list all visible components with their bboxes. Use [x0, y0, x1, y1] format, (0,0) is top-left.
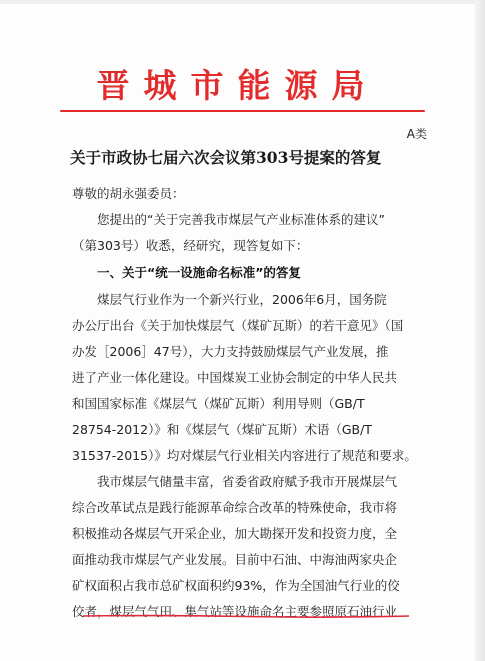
p2-line-2: 综合改革试点是践行能源革命综合改革的特殊使命，我市将 — [72, 500, 398, 515]
letterhead-red-line — [60, 110, 425, 112]
p1-line-3: 办发［2006］47号），大力支持鼓励煤层气产业发展，推 — [72, 344, 389, 359]
p1-line-5: 和国国家标准《煤层气（煤矿瓦斯）利用导则（GB/T — [72, 396, 365, 411]
intro-line-2: （第303号）收悉，经研究，现答复如下： — [72, 238, 309, 253]
p1-line-7: 31537-2015）》均对煤层气行业相关内容进行了规范和要求。 — [72, 448, 417, 463]
document-grade: A类 — [406, 127, 427, 141]
p1-line-2: 办公厅出台《关于加快煤层气（煤矿瓦斯）的若干意见》（国 — [72, 318, 404, 333]
p1-line-6: 28754-2012）》和《煤层气（煤矿瓦斯）术语（GB/T — [72, 422, 372, 437]
p1-line-4: 进了产业一体化建设。中国煤炭工业协会制定的中华人民共 — [72, 370, 398, 385]
p2-line-6: 佼者，煤层气气田、集气站等设施命名主要参照原石油行业 — [72, 604, 398, 619]
p2-line-5: 矿权面积占我市总矿权面积约93%，作为全国油气行业的佼 — [72, 578, 400, 593]
p2-line-3: 积极推动各煤层气开采企业，加大勘探开发和投资力度，全 — [72, 526, 398, 541]
intro-line-1: 您提出的“关于完善我市煤层气产业标准体系的建议” — [97, 212, 385, 227]
section1-heading: 一、关于“统一设施命名标准”的答复 — [97, 265, 301, 280]
document-title: 关于市政协七届六次会议第303号提案的答复 — [70, 148, 382, 167]
red-pen-underline — [83, 614, 409, 618]
p2-line-1: 我市煤层气储量丰富，省委省政府赋予我市开展煤层气 — [97, 474, 398, 489]
letterhead-title: 晋城市能源局 — [96, 66, 379, 105]
page-top-edge — [0, 0, 485, 4]
salutation: 尊敬的胡永强委员： — [72, 186, 185, 201]
page-right-edge — [475, 0, 485, 661]
p1-line-1: 煤层气行业作为一个新兴行业，2006年6月，国务院 — [97, 292, 387, 307]
p2-line-4: 面推动我市煤层气产业发展。目前中石油、中海油两家央企 — [72, 552, 398, 567]
